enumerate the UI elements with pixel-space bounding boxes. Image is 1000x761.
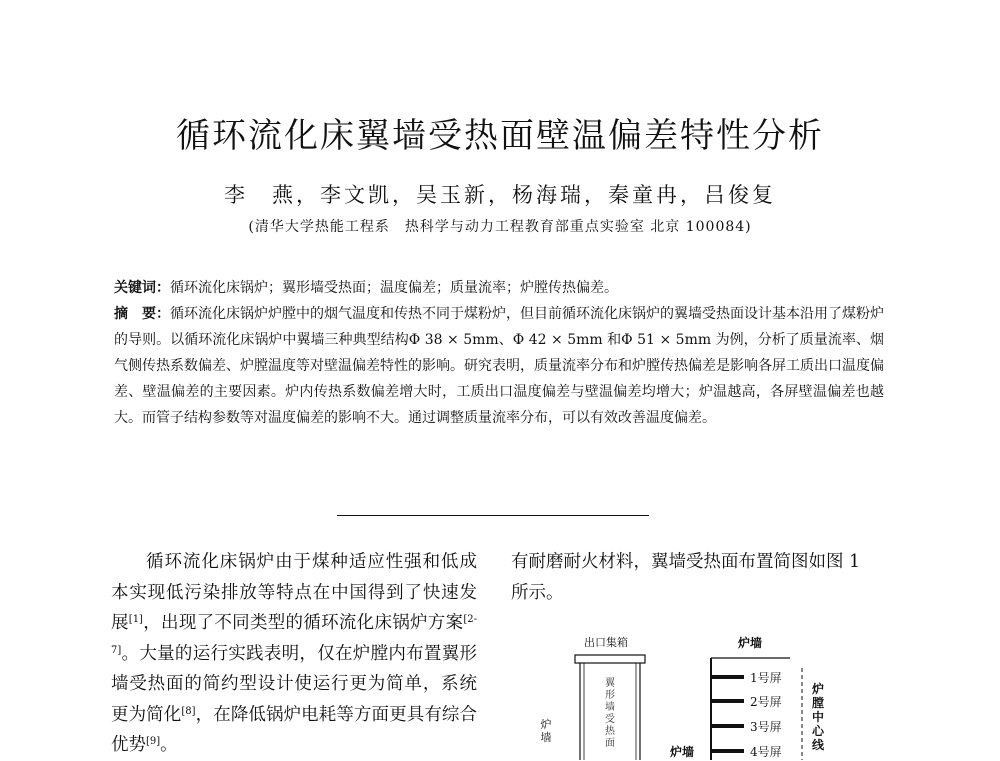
citation-4: [9]	[146, 736, 161, 747]
intro-paragraph	[111, 547, 477, 761]
furnace-wall-top-label: 炉墙	[738, 636, 763, 650]
keywords-text: 循环流化床锅炉；翼形墙受热面；温度偏差；质量流率；炉膛传热偏差。	[170, 280, 618, 296]
wing-wall-label: 翼形墙受热面	[605, 678, 615, 749]
screen-3-label: 3号屏	[750, 720, 782, 734]
citation-2: [2-7]	[111, 614, 478, 656]
intro-text-1: 循环流化床锅炉由于煤种适应性强和低成本实现低污染排放等特点在中国得到了快速发展	[111, 552, 477, 633]
affiliation: (清华大学热能工程系 热科学与动力工程教育部重点实验室 北京 100084)	[248, 219, 752, 235]
section-divider	[337, 515, 649, 516]
furnace-wall-mid-label: 炉墙	[670, 745, 695, 759]
keywords-line	[114, 275, 884, 301]
figure-1-diagram	[540, 628, 840, 760]
abstract-label: 摘 要：	[114, 306, 170, 322]
body-column-right	[511, 547, 883, 608]
screen-1-label: 1号屏	[750, 671, 782, 685]
citation-1: [1]	[128, 614, 143, 625]
intro-text-5: 。	[160, 735, 178, 755]
abstract-block	[114, 301, 884, 431]
intro-text-2: ，出现了不同类型的循环流化床锅炉方案	[142, 613, 464, 633]
screen-4-label: 4号屏	[750, 745, 782, 759]
abstract-text: 循环流化床锅炉炉膛中的烟气温度和传热不同于煤粉炉，但目前循环流化床锅炉的翼墙受热面设计基本沿用了煤粉炉的导则。以循环流化床锅炉中翼墙三种典型结构Φ 38 × 5mm、Φ 42 × 5mm 和Φ 51 × 5mm 为例，分析了质量流率、烟气侧传热系数偏差、炉膛温度等对壁温偏差特性的影响。研究表明，质量流率分布和炉膛传热偏差是影响各屏工质出口温度偏差、壁温偏差的主要因素。炉内传热系数偏差增大时，工质出口温度偏差与壁温偏差均增大；炉温越高，各屏壁温偏差也越大。而管子结构参数等对温度偏差的影响不大。通过调整质量流率分布，可以有效改善温度偏差。	[114, 306, 884, 426]
outlet-header-label: 出口集箱	[584, 636, 628, 649]
outlet-header-shape	[575, 655, 645, 663]
furnace-centerline-label: 炉膛中心线	[812, 682, 825, 752]
intro-text-3: 。大量的运行实践表明，仅在炉膛内布置翼形墙受热面的简约型设计使运行更为简单，系统更为简化	[111, 643, 477, 725]
paper-title: 循环流化床翼墙受热面壁温偏差特性分析	[176, 116, 824, 156]
figure-reference-paragraph: 有耐磨耐火材料，翼墙受热面布置简图如图 1 所示。	[511, 552, 861, 603]
intro-text-4: ，在降低锅炉电耗等方面更具有综合优势	[111, 704, 478, 755]
furnace-wall-left-label: 炉墙	[540, 718, 552, 744]
screen-2-label: 2号屏	[750, 695, 782, 709]
citation-3: [8]	[181, 705, 196, 717]
keywords-label: 关键词：	[114, 280, 170, 296]
body-column-left	[111, 547, 477, 761]
author-list: 李 燕，李文凯，吴玉新，杨海瑞，秦童冉，吕俊复	[224, 183, 776, 207]
